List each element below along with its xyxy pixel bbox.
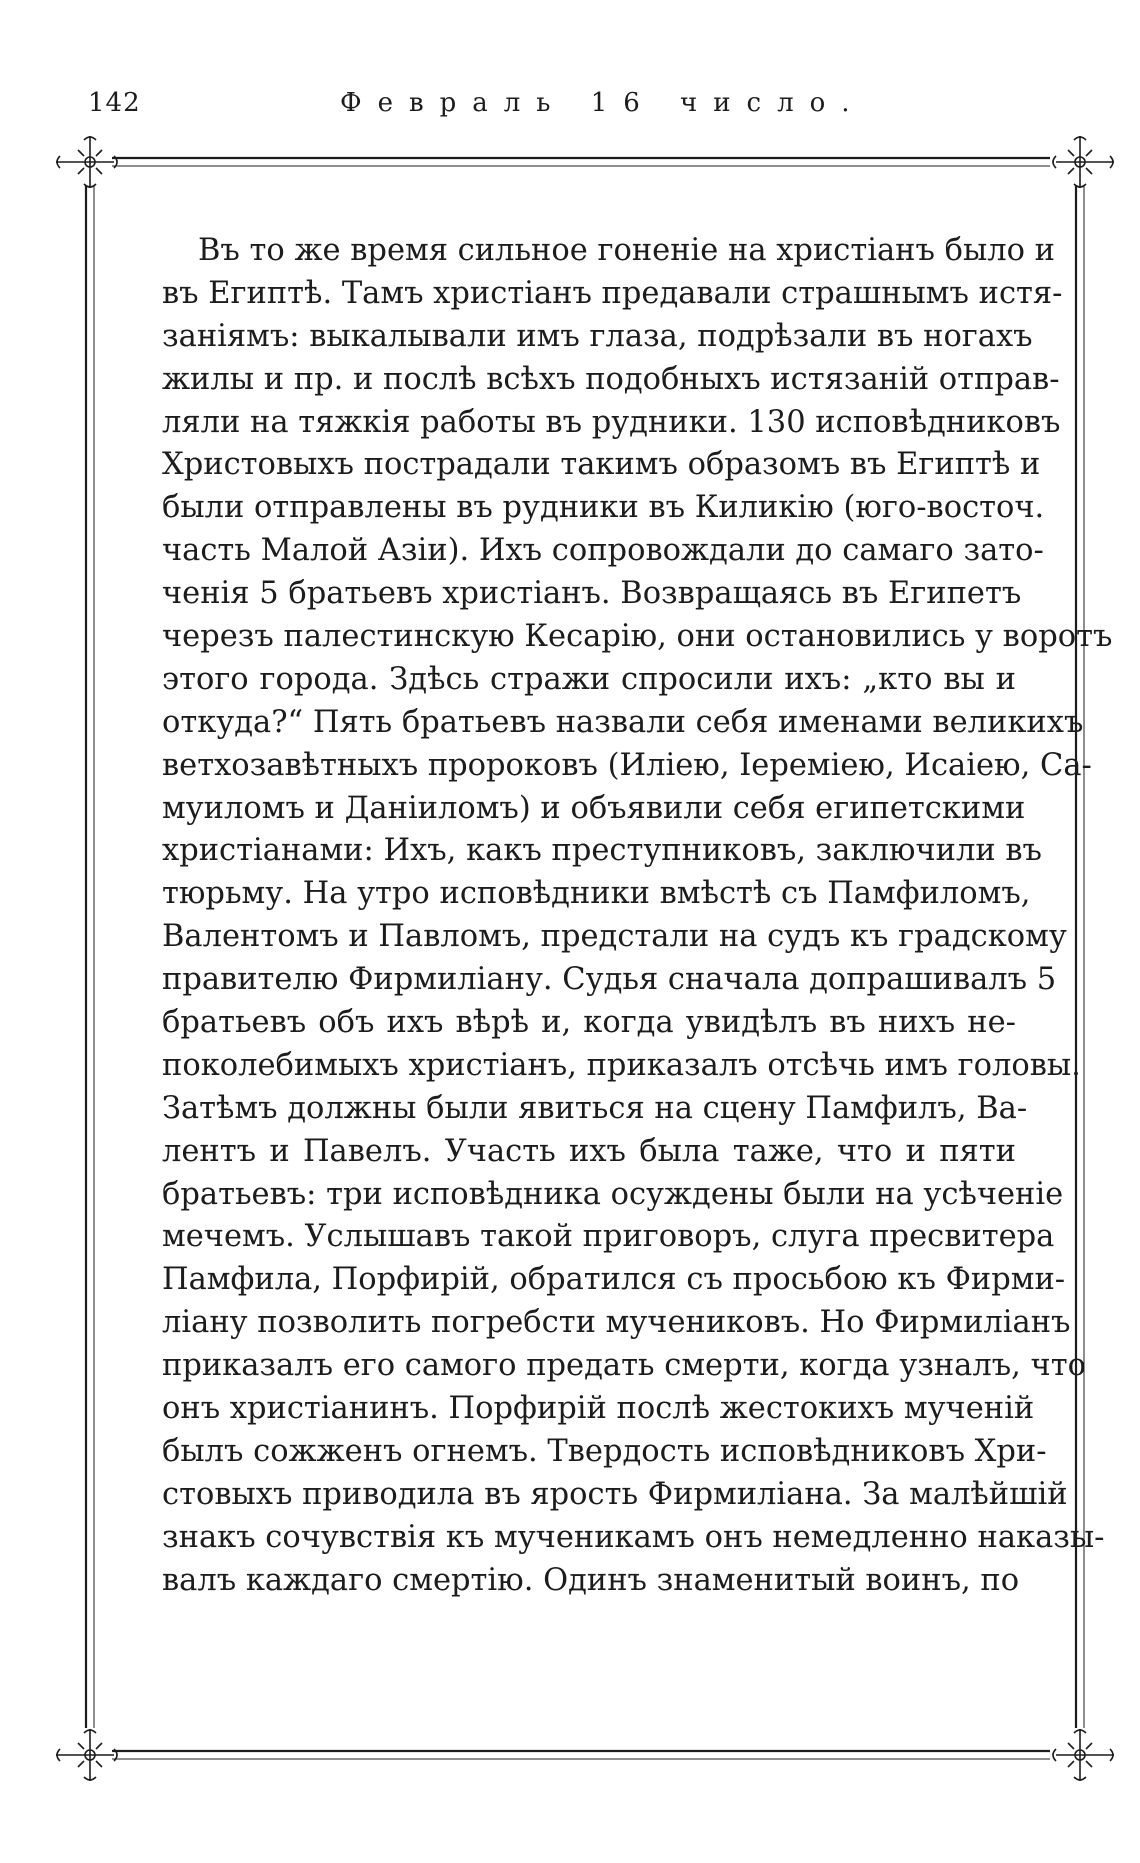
text-line: Христовыхъ пострадали такимъ образомъ въ Египтѣ и xyxy=(162,447,1041,483)
text-line: откуда?“ Пять братьевъ назвали себя именами великихъ xyxy=(162,704,1084,740)
text-line: стовыхъ приводила въ ярость Фирмиліана. За малѣйшій xyxy=(162,1476,1068,1512)
body-text xyxy=(162,230,1113,1603)
text-line: Затѣмъ должны были явиться на сцену Памфилъ, Ва- xyxy=(162,1090,1028,1126)
text-line: онъ христіанинъ. Порфирій послѣ жестокихъ мученій xyxy=(162,1391,1035,1427)
text-line: поколебимыхъ христіанъ, приказалъ отсѣчь имъ головы. xyxy=(162,1047,1081,1083)
text-line: Валентомъ и Павломъ, предстали на судъ къ градскому xyxy=(162,919,1067,955)
text-line: валъ каждаго смертію. Одинъ знаменитый воинъ, по xyxy=(162,1562,1020,1598)
text-line: братьевъ: три исповѣдника осуждены были на усѣченіе xyxy=(162,1176,1064,1212)
text-line: муиломъ и Даніиломъ) и объявили себя египетскими xyxy=(162,790,1026,826)
text-line: черезъ палестинскую Кесарію, они остановились у воротъ xyxy=(162,619,1113,655)
text-line: ветхозавѣтныхъ пророковъ (Иліею, Іереміею, Исаіею, Са- xyxy=(162,747,1092,783)
text-line: этого города. Здѣсь стражи спросили ихъ: „кто вы и xyxy=(162,661,1016,697)
text-line: ліану позволить погребсти мучениковъ. Но Фирмиліанъ xyxy=(162,1305,1071,1341)
text-line: правителю Фирмиліану. Судья сначала допрашивалъ 5 xyxy=(162,962,1057,998)
page-number: 142 xyxy=(88,88,141,118)
text-line: приказалъ его самого предать смерти, когда узналъ, что xyxy=(162,1348,1086,1384)
text-line: были отправлены въ рудники въ Киликію (юго-восточ. xyxy=(162,490,1045,526)
text-line: Въ то же время сильное гоненіе на христіанъ было и xyxy=(198,233,1056,268)
text-line: мечемъ. Услышавъ такой приговоръ, слуга пресвитера xyxy=(162,1219,1055,1255)
text-line: въ Египтѣ. Тамъ христіанъ предавали страшнымъ истя- xyxy=(162,275,1063,311)
text-line: тюрьму. На утро исповѣдники вмѣстѣ съ Памфиломъ, xyxy=(162,876,1031,912)
text-line: братьевъ объ ихъ вѣрѣ и, когда увидѣлъ въ нихъ не- xyxy=(162,1005,1016,1041)
text-line: жилы и пр. и послѣ всѣхъ подобныхъ истязаній отправ- xyxy=(162,361,1060,397)
text-line: ляли на тяжкія работы въ рудники. 130 исповѣдниковъ xyxy=(162,404,1061,440)
text-line: христіанами: Ихъ, какъ преступниковъ, заключили въ xyxy=(162,833,1042,869)
text-line: лентъ и Павелъ. Участь ихъ была таже, что и пяти xyxy=(162,1133,1016,1169)
text-line: Памфила, Порфирій, обратился съ просьбою къ Фирми- xyxy=(162,1262,1066,1298)
text-line: знакъ сочувствія къ мученикамъ онъ немедленно наказы- xyxy=(162,1519,1105,1555)
running-head: Февраль 16 число. xyxy=(340,88,866,118)
text-line: ченія 5 братьевъ христіанъ. Возвращаясь въ Египетъ xyxy=(162,576,1022,612)
text-line: былъ сожженъ огнемъ. Твердость исповѣдниковъ Хри- xyxy=(162,1433,1047,1469)
text-line: заніямъ: выкалывали имъ глаза, подрѣзали въ ногахъ xyxy=(162,318,1033,354)
text-line: часть Малой Азіи). Ихъ сопровождали до самаго зато- xyxy=(162,533,1044,569)
